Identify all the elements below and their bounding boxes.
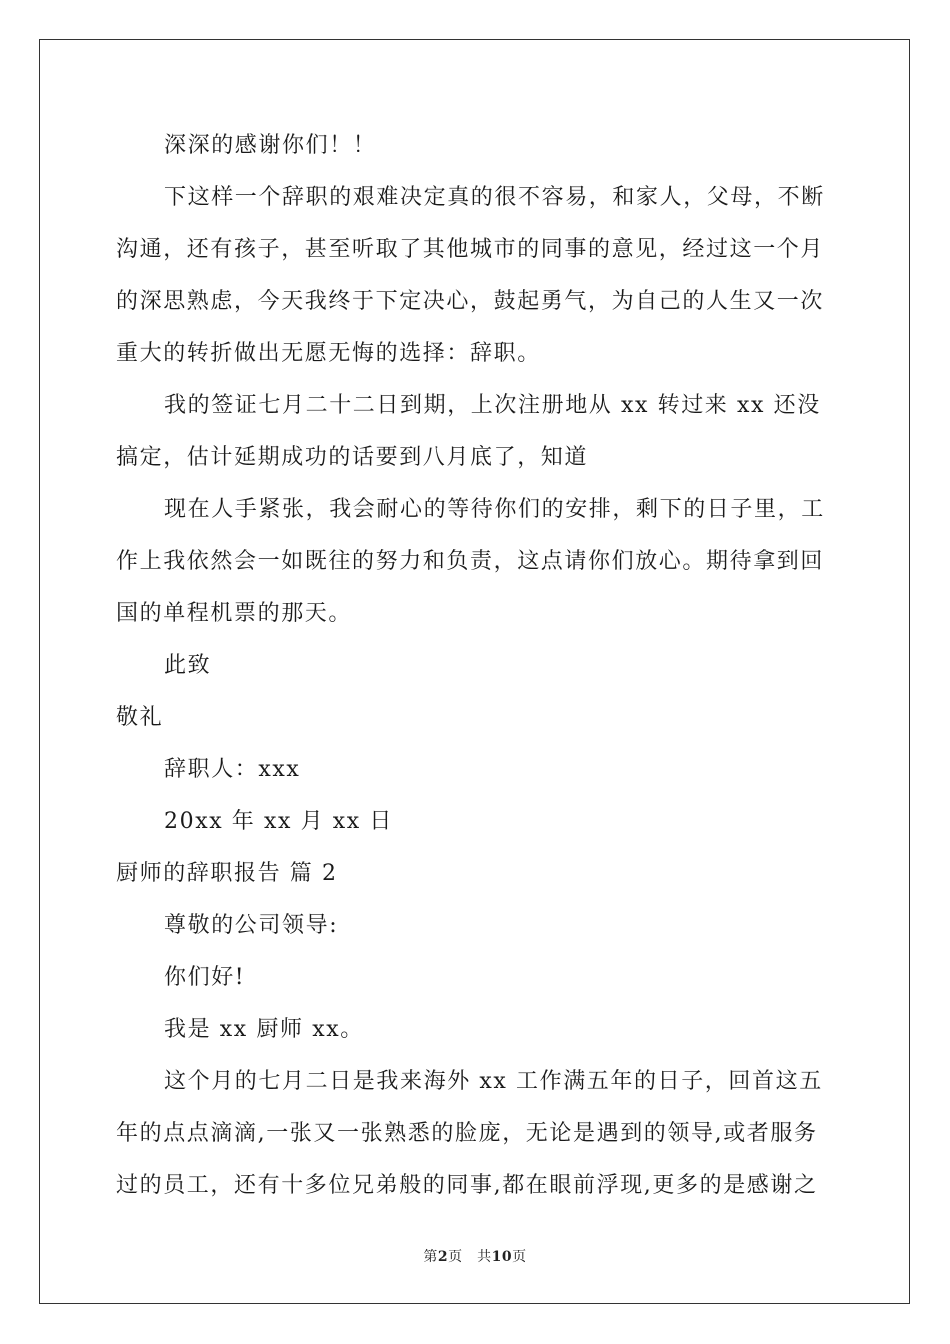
greeting: 你们好! <box>164 965 246 990</box>
paragraph: 这个月的七月二日是我来海外 xx 工作满五年的日子，回首这五年的点点滴滴,一张又一张熟悉的脸庞，无论是遇到的领导,或者服务过的员工，还有十多位兄弟般的同事,都在眼前浮现,更多的是感谢之 <box>116 1069 823 1198</box>
total-pages-number: 10 <box>491 1249 513 1265</box>
paragraph: 下这样一个辞职的艰难决定真的很不容易，和家人，父母，不断沟通，还有孩子，甚至听取了其他城市的同事的意见，经过这一个月的深思熟虑，今天我终于下定决心，鼓起勇气，为自己的人生又一次重大的转折做出无愿无悔的选择：辞职。 <box>116 185 825 366</box>
date-line: 20xx 年 xx 月 xx 日 <box>164 809 394 834</box>
footer-suffix: 页 <box>512 1249 527 1265</box>
greeting: 尊敬的公司领导: <box>164 913 339 938</box>
closing-salutation: 敬礼 <box>116 705 164 730</box>
page-footer <box>0 1246 950 1266</box>
current-page-number: 2 <box>437 1249 449 1265</box>
footer-prefix: 第 <box>423 1249 438 1265</box>
closing-salutation: 此致 <box>164 653 212 678</box>
paragraph: 我是 xx 厨师 xx。 <box>164 1017 364 1042</box>
document-body <box>116 120 836 1212</box>
signature-line: 辞职人：xxx <box>164 757 301 782</box>
paragraph: 现在人手紧张，我会耐心的等待你们的安排，剩下的日子里，工作上我依然会一如既往的努力和负责，这点请你们放心。期待拿到回国的单程机票的那天。 <box>116 497 825 626</box>
paragraph: 我的签证七月二十二日到期，上次注册地从 xx 转过来 xx 还没搞定，估计延期成功的话要到八月底了，知道 <box>116 393 821 470</box>
paragraph: 深深的感谢你们！！ <box>164 133 377 158</box>
footer-middle: 页 共 <box>448 1249 492 1265</box>
section-title: 厨师的辞职报告 篇 2 <box>116 861 338 886</box>
